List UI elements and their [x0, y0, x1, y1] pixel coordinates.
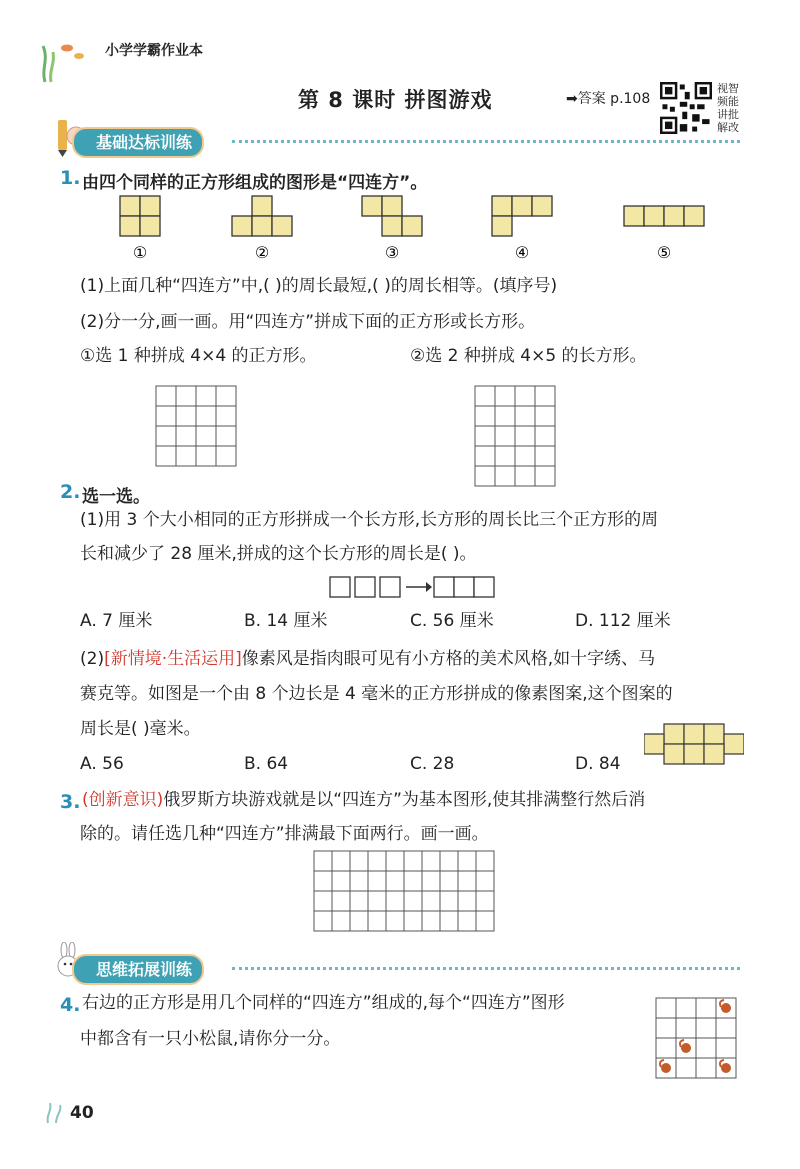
- q2-s1-option-b[interactable]: B. 14 厘米: [244, 611, 328, 631]
- qr-code-icon[interactable]: [660, 82, 712, 134]
- q1-part2: (2)分一分,画一画。用“四连方”拼成下面的正方形或长方形。: [80, 312, 536, 332]
- squirrel-icon: [660, 1060, 671, 1073]
- section-divider: [232, 967, 740, 970]
- section-basic-training: 基础达标训练: [72, 127, 204, 158]
- question-4-number: 4.: [60, 994, 81, 1016]
- q2-s2-line3: 周长是( )毫米。: [80, 719, 201, 739]
- q2-s2-option-d[interactable]: D. 84: [575, 754, 621, 774]
- q2-s2-option-b[interactable]: B. 64: [244, 754, 289, 774]
- tetromino-4: [492, 196, 552, 236]
- tetromino-figures: [100, 190, 720, 262]
- q2-s1-line1: (1)用 3 个大小相同的正方形拼成一个长方形,长方形的周长比三个正方形的周: [80, 510, 659, 530]
- q1-part2-b: ②选 2 种拼成 4×5 的长方形。: [410, 346, 647, 366]
- q2-s1-option-a[interactable]: A. 7 厘米: [80, 611, 153, 631]
- label-5: ⑤: [656, 243, 672, 262]
- q2-s1-option-c[interactable]: C. 56 厘米: [410, 611, 494, 631]
- label-4: ④: [514, 243, 530, 262]
- answer-reference[interactable]: ➡答案 p.108: [566, 91, 651, 107]
- tetromino-5: [624, 206, 704, 226]
- label-1: ①: [132, 243, 148, 262]
- question-1-number: 1.: [60, 167, 81, 189]
- q1-part2-a: ①选 1 种拼成 4×4 的正方形。: [80, 346, 317, 366]
- tetromino-2: [232, 196, 292, 236]
- q2-s2-option-a[interactable]: A. 56: [80, 754, 124, 774]
- q4-line1: 右边的正方形是用几个同样的“四连方”组成的,每个“四连方”图形: [82, 993, 565, 1013]
- q4-line2: 中都含有一只小松鼠,请你分一分。: [80, 1029, 341, 1049]
- question-2-title: 选一选。: [82, 487, 150, 507]
- q1-part1: (1)上面几种“四连方”中,( )的周长最短,( )的周长相等。(填序号): [80, 276, 558, 296]
- question-1-title: 由四个同样的正方形组成的图形是“四连方”。: [82, 173, 428, 193]
- qr-side-labels: 视智 频能 讲批 解改: [717, 82, 739, 134]
- question-2-number: 2.: [60, 481, 81, 503]
- tetromino-3: [362, 196, 422, 236]
- squirrel-icon: [680, 1040, 691, 1053]
- grid-4x4[interactable]: [155, 385, 239, 469]
- label-3: ③: [384, 243, 400, 262]
- q2-s1-option-d[interactable]: D. 112 厘米: [575, 611, 671, 631]
- innovation-tag: (创新意识): [82, 790, 164, 810]
- q2-s1-line2: 长和减少了 28 厘米,拼成的这个长方形的周长是( )。: [80, 544, 477, 564]
- lesson-title: 第 8 课时 拼图游戏: [298, 88, 493, 112]
- seaweed-fish-icon: [35, 38, 90, 83]
- section-divider: [232, 140, 740, 143]
- page-number: 40: [70, 1103, 94, 1123]
- three-squares-to-rectangle: [328, 574, 496, 600]
- tetris-grid[interactable]: [313, 850, 497, 934]
- grid-4x5[interactable]: [474, 385, 558, 488]
- book-title: 小学学霸作业本: [105, 43, 203, 59]
- q3-line1: (创新意识)俄罗斯方块游戏就是以“四连方”为基本图形,使其排满整行然后消: [82, 790, 646, 810]
- pixel-pattern: [644, 722, 744, 770]
- squirrel-grid[interactable]: [655, 997, 741, 1083]
- squirrel-icon: [720, 1000, 731, 1013]
- context-tag: [新情境·生活运用]: [104, 649, 242, 669]
- q2-s2-option-c[interactable]: C. 28: [410, 754, 455, 774]
- section-extend-training: 思维拓展训练: [72, 954, 204, 985]
- squirrel-icon: [720, 1060, 731, 1073]
- q2-s2-line2: 赛克等。如图是一个由 8 个边长是 4 毫米的正方形拼成的像素图案,这个图案的: [80, 684, 673, 704]
- tetromino-1: [120, 196, 160, 236]
- label-2: ②: [254, 243, 270, 262]
- coral-decoration-icon: [40, 1095, 70, 1125]
- question-3-number: 3.: [60, 791, 81, 813]
- q2-s2-line1: (2)[新情境·生活运用]像素风是指肉眼可见有小方格的美术风格,如十字绣、马: [80, 649, 656, 669]
- q3-line2: 除的。请任选几种“四连方”排满最下面两行。画一画。: [80, 824, 489, 844]
